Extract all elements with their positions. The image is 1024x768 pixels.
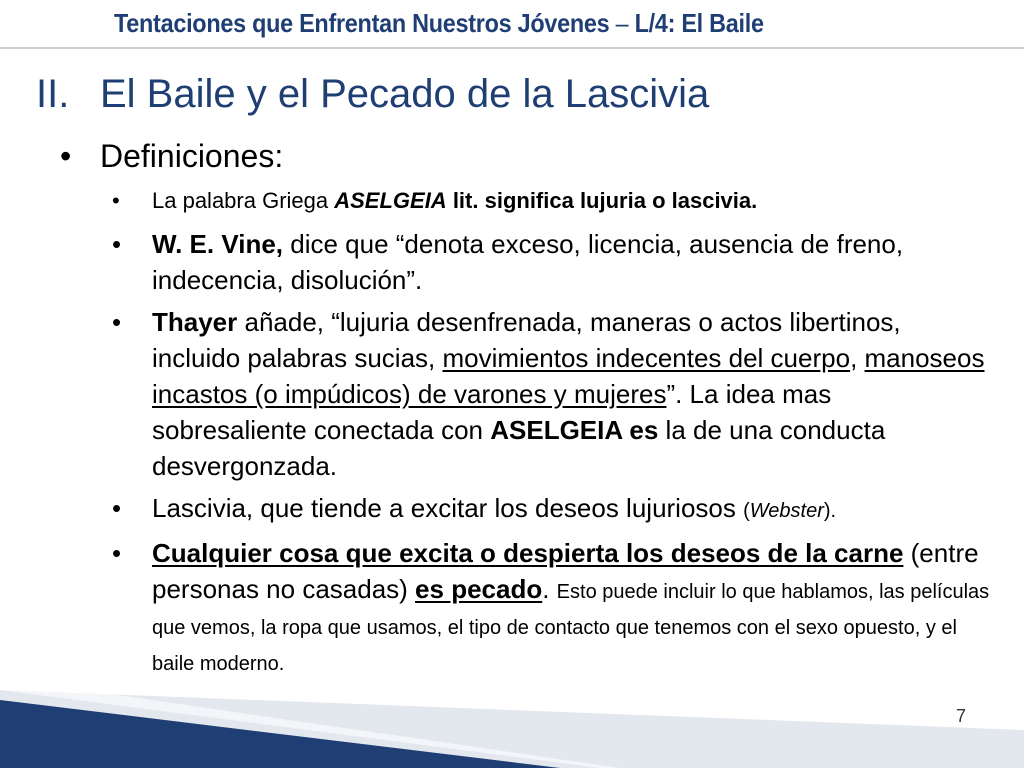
conclusion-text-1: (entre personas no casadas) <box>152 538 979 604</box>
bullet: • <box>60 138 72 174</box>
definition-webster <box>112 490 992 529</box>
author-vine: W. E. Vine, <box>152 229 284 259</box>
section-label: Definiciones: <box>100 138 284 174</box>
def1-prefix: La palabra Griega <box>152 188 335 213</box>
conclusion-examples: Esto puede incluir lo que hablamos, las películas que vemos, la ropa que usamos, el tipo de contacto que tenemos con el sexo opuesto, y el baile moderno. <box>152 581 990 675</box>
presentation-header <box>114 8 924 39</box>
section-numeral: II. <box>36 72 70 116</box>
definition-thayer <box>112 304 992 484</box>
definition-greek-word <box>112 184 992 218</box>
thayer-greek-word: ASELGEIA es <box>490 415 659 445</box>
thayer-underline-1: movimientos indecentes del cuerpo <box>442 343 851 373</box>
slide-title <box>36 72 709 117</box>
header-dash: – <box>609 8 635 38</box>
series-title: Tentaciones que Enfrentan Nuestros Jóvenes <box>114 8 610 38</box>
lesson-title: L/4: El Baile <box>634 8 764 38</box>
thayer-text-4: la de una conducta desvergonzada. <box>152 415 886 481</box>
definition-vine <box>112 226 992 298</box>
thayer-text-3: ”. La idea mas sobresaliente conectada con <box>152 379 832 445</box>
thayer-text-1: añade, “lujuria desenfrenada, maneras o actos libertinos, incluido palabras sucias, <box>152 307 901 373</box>
bullet: • <box>112 307 122 337</box>
def1-meaning: lit. significa lujuria o lascivia. <box>446 188 758 213</box>
conclusion-underline-2: es pecado <box>415 574 543 604</box>
webster-text: Lascivia, que tiende a excitar los deseos lujuriosos <box>152 493 744 523</box>
conclusion-underline-1: Cualquier cosa que excita o despierta los deseos de la carne <box>152 538 904 568</box>
webster-paren-open: ( <box>743 500 750 522</box>
thayer-underline-2: manoseos incastos (o impúdicos) de varones y mujeres <box>152 343 985 409</box>
webster-source: Webster <box>749 500 824 522</box>
webster-paren-close: ). <box>823 500 837 522</box>
section-heading <box>60 138 283 175</box>
author-thayer: Thayer <box>152 307 238 337</box>
bullet: • <box>112 538 122 568</box>
page-number: 7 <box>955 706 966 726</box>
definition-conclusion <box>112 535 992 679</box>
header-rule <box>0 47 1024 49</box>
conclusion-text-2: . <box>542 574 557 604</box>
bullet: • <box>112 229 122 259</box>
vine-quote: dice que “denota exceso, licencia, ausencia de freno, indecencia, disolución”. <box>152 229 904 295</box>
greek-word: ASELGEIA <box>334 188 447 213</box>
definitions-list <box>112 184 992 685</box>
thayer-text-2: , <box>850 343 865 373</box>
bullet: • <box>112 493 122 523</box>
slide-title-text: El Baile y el Pecado de la Lascivia <box>100 72 710 116</box>
bullet: • <box>112 188 120 213</box>
